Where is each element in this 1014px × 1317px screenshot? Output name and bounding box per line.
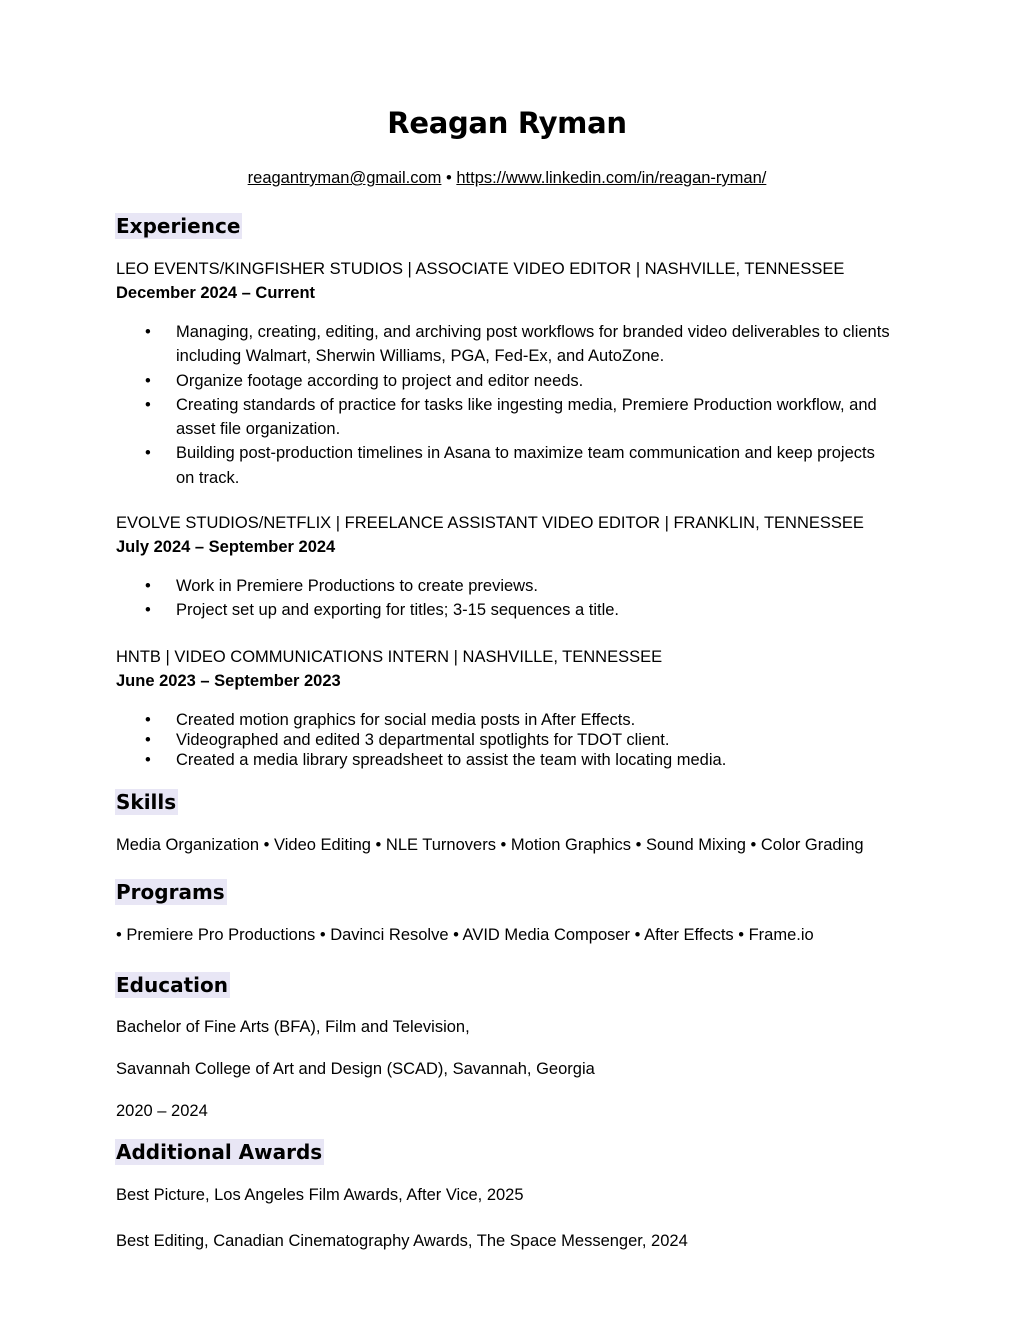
email-link[interactable]: reagantryman@gmail.com <box>247 169 442 187</box>
education-degree: Bachelor of Fine Arts (BFA), Film and Television, <box>116 1018 470 1036</box>
job-2-title: EVOLVE STUDIOS/NETFLIX | FREELANCE ASSISTANT VIDEO EDITOR | FRANKLIN, TENNESSEE <box>116 514 864 532</box>
list-item: • Created a media library spreadsheet to assist the team with locating media. <box>116 750 896 770</box>
job-3-title: HNTB | VIDEO COMMUNICATIONS INTERN | NASHVILLE, TENNESSEE <box>116 648 663 666</box>
award-item: Best Editing, Canadian Cinematography Awards, The Space Messenger, 2024 <box>116 1232 688 1250</box>
contact-separator: • <box>446 169 452 187</box>
list-item: • Managing, creating, editing, and archiving post workflows for branded video deliverables to clients including Walmart, Sherwin Williams, PGA, Fed-Ex, and AutoZone. <box>116 320 896 369</box>
contact-line <box>0 169 1014 188</box>
award-item: Best Picture, Los Angeles Film Awards, After Vice, 2025 <box>116 1186 524 1204</box>
candidate-name: Reagan Ryman <box>387 106 627 140</box>
list-item: • Created motion graphics for social media posts in After Effects. <box>116 710 896 730</box>
education-years: 2020 – 2024 <box>116 1102 208 1120</box>
education-school: Savannah College of Art and Design (SCAD), Savannah, Georgia <box>116 1060 595 1078</box>
list-item: • Videographed and edited 3 departmental spotlights for TDOT client. <box>116 730 896 750</box>
job-3-bullets <box>116 710 896 770</box>
list-item: • Project set up and exporting for titles; 3-15 sequences a title. <box>116 598 896 622</box>
list-item: • Creating standards of practice for tasks like ingesting media, Premiere Production workflow, and asset file organization. <box>116 393 896 442</box>
job-3-dates: June 2023 – September 2023 <box>116 672 341 690</box>
list-item: • Work in Premiere Productions to create previews. <box>116 574 896 598</box>
job-2-dates: July 2024 – September 2024 <box>116 538 336 556</box>
skills-heading: Skills <box>116 790 177 814</box>
job-1-bullets <box>116 320 896 490</box>
job-2-bullets <box>116 574 896 623</box>
linkedin-link[interactable]: https://www.linkedin.com/in/reagan-ryman/ <box>456 169 767 187</box>
job-1-title: LEO EVENTS/KINGFISHER STUDIOS | ASSOCIATE VIDEO EDITOR | NASHVILLE, TENNESSEE <box>116 260 845 278</box>
job-1-dates: December 2024 – Current <box>116 284 316 302</box>
education-heading: Education <box>116 973 228 997</box>
skills-list: Media Organization • Video Editing • NLE Turnovers • Motion Graphics • Sound Mixing • Color Grading <box>116 836 864 854</box>
list-item: • Building post-production timelines in Asana to maximize team communication and keep projects on track. <box>116 441 896 490</box>
programs-heading: Programs <box>116 880 225 904</box>
list-item: • Organize footage according to project and editor needs. <box>116 369 896 393</box>
programs-list: • Premiere Pro Productions • Davinci Resolve • AVID Media Composer • After Effects • Frame.io <box>116 926 814 944</box>
awards-heading: Additional Awards <box>116 1140 323 1164</box>
experience-heading: Experience <box>116 214 241 238</box>
